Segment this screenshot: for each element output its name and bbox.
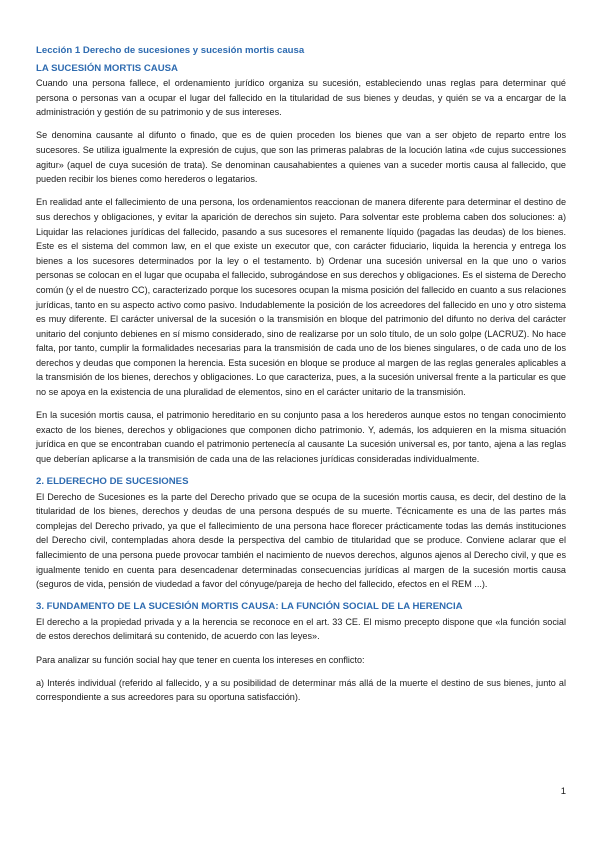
section-derecho-de-sucesiones xyxy=(36,475,566,592)
paragraph: El derecho a la propiedad privada y a la herencia se reconoce en el art. 33 CE. El mismo precepto dispone que «la función social de estos derechos delimitará su contenido, de acuerdo con las leyes». xyxy=(36,616,566,642)
paragraph: a) Interés individual (referido al fallecido, y a su posibilidad de determinar más allá de la muerte el destino de sus bienes, junto al correspondiente a sus acreedores para su oportuna satisfacción). xyxy=(36,677,566,703)
section-heading: 3. FUNDAMENTO DE LA SUCESIÓN MORTIS CAUSA: LA FUNCIÓN SOCIAL DE LA HERENCIA xyxy=(36,601,463,613)
page-number: 1 xyxy=(560,786,566,797)
section-sucesion-mortis-causa xyxy=(36,62,566,467)
document-title: Lección 1 Derecho de sucesiones y sucesión mortis causa xyxy=(36,45,305,56)
paragraph: Se denomina causante al difunto o finado, que es de quien proceden los bienes que van a ser objeto de reparto entre los sucesores. Se utiliza igualmente la expresión de cujus, que son las primeras palabras de la locución latina «de cujus successiones agitur» (aquel de cuya sucesión de trata). Se denominan causahabientes a quienes van a suceder mortis causa al fallecido, que pueden recibir los bienes como herederos o legatarios. xyxy=(36,130,566,185)
paragraph: En realidad ante el fallecimiento de una persona, los ordenamientos reaccionan de manera diferente para determinar el destino de sus derechos y obligaciones, y evitar la aparición de derechos sin sujeto. Para solventar este problema caben dos soluciones: a) Liquidar las relaciones jurídicas del fallecido, pasando a sus sucesores el remanente líquido (pagadas las deudas) de los bienes. Este es el sistema del common law, en el que existe un executor que, con carácter fiduciario, liquida la herencia y entrega los bienes a los sucesores determinados por la ley o el testamento. b) Ordenar una sucesión universal en la que uno o varios personas se colocan en el lugar que ocupaba el fallecido, subrogándose en sus derechos y obligaciones. Es el sistema de Derecho común (y el de nuestro CC), caracterizado porque los sucesores ocupan la misma posición del fallecido en cuanto a sus relaciones jurídicas, tanto en su aspecto activo como pasivo. Indudablemente la posición de los acreedores del fallecido en uno y otro sistema es muy diferente. El carácter universal de la sucesión o la transmisión en bloque del patrimonio del difunto no deriva del carácter unitario del conjunto debienes en sí mismo considerado, sino de realizarse por un solo título, de un solo golpe (LACRUZ). No hace falta, por tanto, cumplir la formalidades necesarias para la transmisión de cada uno de los bienes singulares, o de cada uno de los derechos y deudas que componen la herencia. Esta sucesión en bloque se produce al margen de las reglas generales aplicables a la transmisión de los bienes, derechos y obligaciones. Lo que caracteriza, pues, a la sucesión universal frente a la particular es que no se apoya en la existencia de una pluralidad de elementos, sino en el carácter unitario de la transmisión. xyxy=(36,197,566,398)
paragraph: Cuando una persona fallece, el ordenamiento jurídico organiza su sucesión, estableciendo unas reglas para determinar qué persona o personas van a ocupar el lugar del fallecido en la titularidad de sus bienes y deudas, y quién se va a encargar de la administración y gestión de su patrimonio y de sus intereses. xyxy=(36,78,566,118)
section-heading: LA SUCESIÓN MORTIS CAUSA xyxy=(36,62,178,74)
paragraph: En la sucesión mortis causa, el patrimonio hereditario en su conjunto pasa a los herederos aunque estos no tengan conocimiento exacto de los bienes, derechos y obligaciones que componen dicho patrimonio. Y, además, los adquieren en la misma situación jurídica en que se encontraban cuando el patrimonio pertenecía al causante La sucesión universal es, por tanto, ajena a las reglas que deberían aplicarse a la transmisión de cada una de las relaciones jurídicas consideradas individualmente. xyxy=(36,410,566,464)
paragraph: Para analizar su función social hay que tener en cuenta los intereses en conflicto: xyxy=(36,654,365,665)
section-fundamento xyxy=(36,600,566,705)
section-heading: 2. ELDERECHO DE SUCESIONES xyxy=(36,476,189,488)
paragraph: El Derecho de Sucesiones es la parte del Derecho privado que se ocupa de la sucesión mortis causa, es decir, del destino de la titularidad de los bienes, derechos y deudas de una persona después de su muerte. Técnicamente es una de las partes más complejas del Derecho privado, ya que el fallecimiento de una persona hace florecer prácticamente todas las demás instituciones del Derecho civil, contempladas ahora desde la perspectiva del cambio de titularidad que se produce. Conviene aclarar que el fallecimiento de una persona puede provocar también el nacimiento de nuevos derechos, algunos ajenos al Derecho civil, y que es igualmente tenido en cuenta para desencadenar determinadas consecuencias jurídicas al margen de la sucesión mortis causa (seguros de vida, pensión de viudedad a favor del cónyuge/pareja de hecho del fallecido, efectos en el REM ...). xyxy=(36,491,566,590)
document-page xyxy=(36,44,566,713)
